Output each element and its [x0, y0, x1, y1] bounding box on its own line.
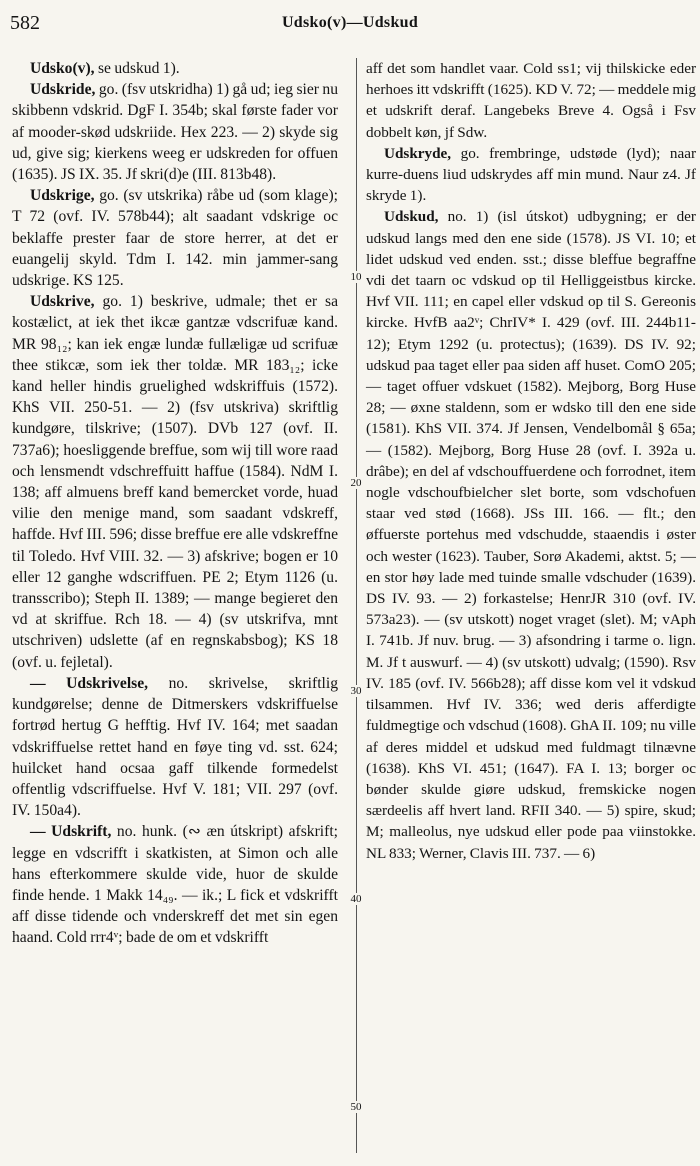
entry-udskrift	[12, 821, 338, 948]
line-number: 50	[350, 1101, 362, 1113]
entry-udskride	[12, 79, 338, 185]
line-number: 40	[350, 893, 362, 905]
entry-udskov	[12, 58, 338, 79]
entry-text: go. (fsv utskridha) 1) gå ud; ieg sier nu skibbenn vdskrid. DgF I. 354b; skal første fader vor af mooder-skød udskriide. Hex 223. — 2) skyde sig ud, give sig; kierkens weeg er udskreden for offuen (1635). JS IX. 35. Jf skri(d)e (III. 813b48).	[12, 81, 338, 184]
headword: Udskud,	[384, 208, 439, 226]
entry-udskryde	[366, 143, 696, 207]
running-head: Udsko(v)—Udskud	[281, 14, 419, 31]
entry-udskrive	[12, 291, 338, 673]
right-column	[366, 58, 696, 864]
entry-text: no. 1) (isl útskot) udbygning; er der udskud langs med den ene side (1578). JS VI. 10; et lidet udskud ved enden. sst.; disse bleffue begraffne vdi det taarn oc vdskud op til Helliggeistbus kircke. Hvf VII. 111; en capel eller vdskud op til S. Gereonis kircke. HvfB aa2ᵛ; ChrIV* I. 429 (ovf. III. 244b11-12); Etym 1292 (u. protectus); (1639). DS IV. 92; udskud paa taget eller paa siden aff huset. ComO 205; — taget offuer vdskuet (1582). Mejborg, Borg Huse 28; — øxne staldenn, som er wdsko till den ene side (1581). KhS VII. 374. Jf Jensen, Vendelbomål § 65a; — (1582). Mejborg, Borg Huse 28 (ovf. I. 392a u. drâbe); en del af vdschouffuerdene och forrodnet, item nogle vdschoufbielcher slet borte, som vdschofuen staar ved stød (1668). JSs III. 166. — flt.; den øffuerste portehus med vdschudde, staaendis i øster och wester (1623). Tauber, Sorø Akademi, aktst. 5; — en stor høy lade med tuinde smalle vdschuder (1639). DS IV. 93. — 2) forkastelse; HenrJR 310 (ovf. IV. 573a23). — (sv utskott) noget vraget (slet). M; vAph I. 741b. Jf nuv. brug. — 3) afsondring i tarme o. lign. M. Jf t auswurf. — 4) (sv utskott) udvalg; (1590). Rsv IV. 185 (ovf. IV. 566b28); aff disse kom vel it vdskud tilsammen. Hvf IV. 336; wed deris afferdigte fuldmegtige och vdschud (1608). GhA II. 109; nu ville af deres middel et udskud med fuldmagt tilnævne (1638). KhS VI. 451; (1647). FA I. 13; borger oc bønder skulde giøre udskud, fremskicke nogen særdeelis aff hvert land. RFII 340. — 5) spire, skud; M; malleolus, nye udskud eller pode paa viinstokke. NL 833; Werner, Clavis III. 737. — 6)	[366, 208, 696, 862]
entry-text: no. hunk. (∾ æn útskript) afskrift; legge en vdscrifft i skatkisten, at Simon och alle hans efterkommere skulde vide, huor de skulde finde hende. 1 Makk 14₄₉. — ik.; L fick et vdskrifft aff disse tidende och vnderskreff det met sin egen haand. Cold rrr4ᵛ; bade de om et vdskrifft	[12, 823, 338, 947]
left-column	[12, 58, 338, 949]
entry-text: go. (sv utskrika) råbe ud (som klage); T 72 (ovf. IV. 578b44); alt saadant vdskrige oc beklaffe prester faar de store herrer, at det er euangelij skyld. Tdm I. 142. min jammer-sang udskrige. KS 125.	[12, 187, 338, 290]
entry-text: aff det som handlet vaar. Cold ss1; vij thilskicke eder herhoes itt vdskrifft (1625). KD V. 72; — meddele mig et udskrift deraf. Langebeks Breve 4. Også i Fsv dobbelt køn, jf Sdw.	[366, 60, 697, 141]
headword: Udskride,	[30, 81, 96, 99]
line-number: 30	[350, 685, 362, 697]
column-divider	[356, 58, 357, 1153]
entry-udskud	[366, 206, 696, 863]
headword: — Udskrivelse,	[30, 674, 149, 692]
headword: — Udskrift,	[30, 823, 112, 841]
headword: Udsko(v),	[30, 60, 95, 77]
headword: Udskryde,	[384, 144, 452, 162]
entry-udskrivelse	[12, 673, 338, 821]
entry-udskrige	[12, 185, 338, 291]
line-number: 10	[350, 271, 362, 283]
page-number: 582	[10, 12, 40, 34]
entry-text: go. frembringe, udstøde (lyd); naar kurre-duens liud udskrydes aff min mund. Naur z4. Jf skryde 1).	[366, 144, 696, 205]
line-number: 20	[350, 477, 362, 489]
entry-text: go. 1) beskrive, udmale; thet er sa kostælict, at iek thet ikcæ gantzæ vdscrifuæ kand. MR 98₁₂; kan iek engæ lundæ fullæligæ ud scrifuæ thee stikcæ, som iek ther toldæ. MR 183₁₂; icke kand heller hindis gruelighed wdskriffuis (1572). KhS VII. 250-51. — 2) (fsv utskriva) skriftlig kundgøre, tilskrive; (1507). DVb 127 (ovf. II. 737a6); hoesliggende breffue, som wij till wore raad och lensmendt vdschreffuitt haffue (1584). NdM I. 138; aff almuens breff kand bemercket vorde, huad vilie den menige mand, som saadant vdskreff, haffde. Hvf III. 596; disse breffue ere alle vdskreffne til Toledo. Hvf VIII. 32. — 3) afskrive; bogen er 10 eller 12 ganghe wdscriffuen. PE 2; Etym 1126 (u. transscribo); Steph II. 1389; — mange begieret den vd at skriffue. Rch 18. — 4) (sv utskrifva, mnt utschriven) udslette (af en regnskabsbog); KS 18 (ovf. u. fejletal).	[12, 293, 338, 671]
entry-udskrift-continued	[366, 58, 696, 143]
headword: Udskrive,	[30, 293, 95, 311]
page-header	[8, 10, 692, 42]
entry-text: no. skrivelse, skriftlig kundgørelse; denne de Ditmerskers vdskriffuelse fortrød hertug G hefftig. Hvf IV. 164; met saadan vdskriffuelse rettet hand en føye ting vd. sst. 624; huilcket hand ocsaa gaff tilkende formedelst offentlig vdscriffuelse. Hvf V. 181; VII. 297 (ovf. IV. 150a4).	[12, 674, 338, 820]
headword: Udskrige,	[30, 187, 95, 205]
entry-text: se udskud 1).	[94, 60, 180, 77]
